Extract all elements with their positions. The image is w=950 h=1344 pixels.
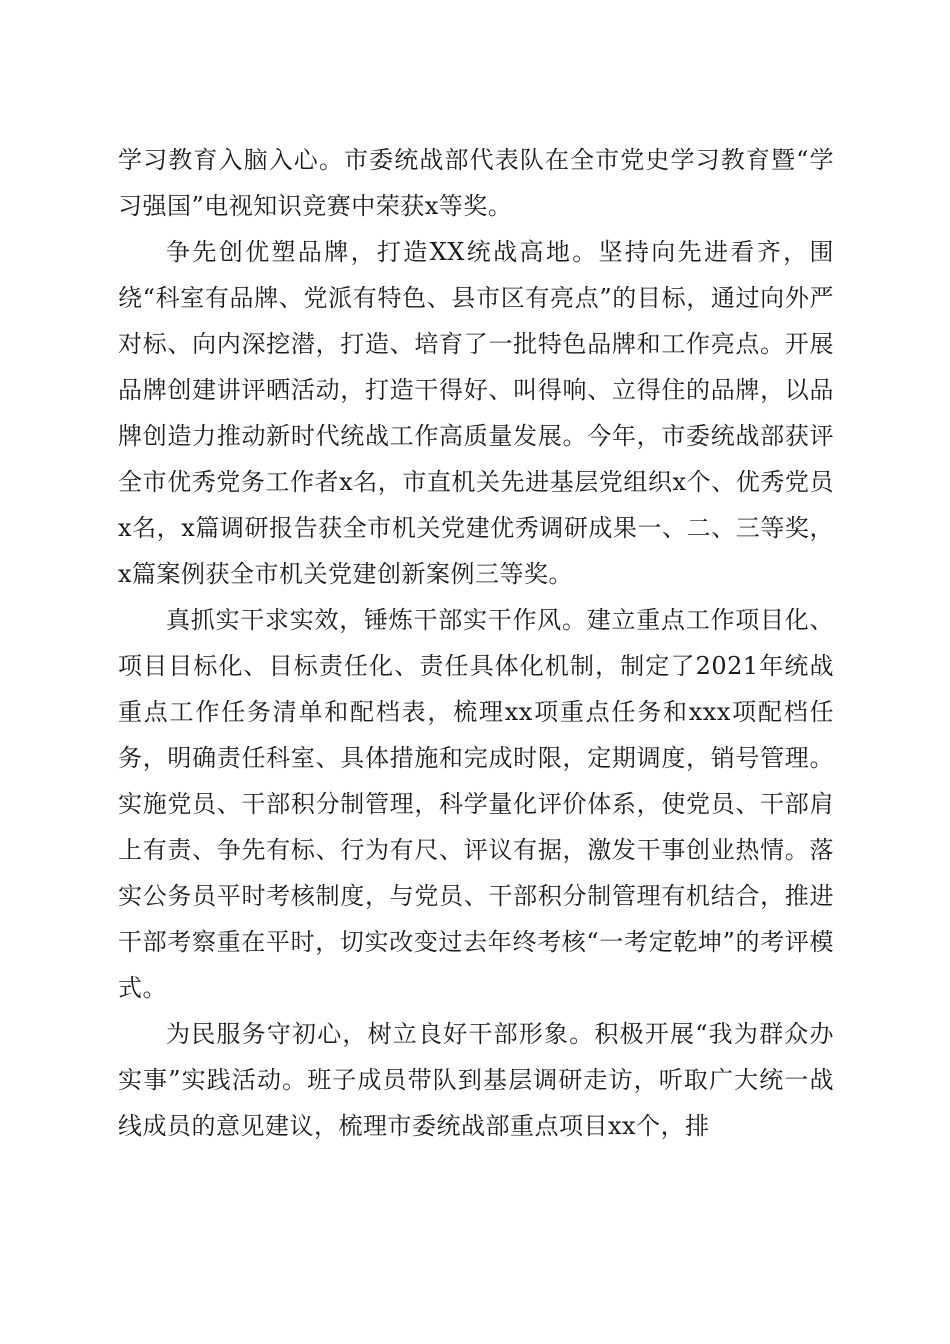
paragraph-continued: 学习教育入脑入心。市委统战部代表队在全市党史学习教育暨“学习强国”电视知识竞赛中荣获x等奖。: [118, 146, 834, 220]
paragraph-work-style: 真抓实干求实效，锤炼干部实干作风。建立重点工作项目化、项目目标化、目标责任化、责任具体化机制，制定了2021年统战重点工作任务清单和配档表，梳理xx项重点任务和xxx项配档任务，明确责任科室、具体措施和完成时限，定期调度，销号管理。实施党员、干部积分制管理，科学量化评价体系，使党员、干部肩上有责、争先有标、行为有尺、评议有据，激发干事创业热情。落实公务员平时考核制度，与党员、干部积分制管理有机结合，推进干部考察重在平时，切实改变过去年终考核“一考定乾坤”的考评模式。: [118, 606, 834, 1002]
paragraph-brand-building: 争先创优塑品牌，打造XX统战高地。坚持向先进看齐，围绕“科室有品牌、党派有特色、县市区有亮点”的目标，通过向外严对标、向内深挖潜，打造、培育了一批特色品牌和工作亮点。开展品牌创建讲评晒活动，打造干得好、叫得响、立得住的品牌，以品牌创造力推动新时代统战工作高质量发展。今年，市委统战部获评全市优秀党务工作者x名，市直机关先进基层党组织x个、优秀党员x名，x篇调研报告获全市机关党建优秀调研成果一、二、三等奖，x篇案例获全市机关党建创新案例三等奖。: [118, 238, 834, 588]
document-body: [118, 137, 834, 1149]
paragraph-serve-people: 为民服务守初心，树立良好干部形象。积极开展“我为群众办实事”实践活动。班子成员带队到基层调研走访，听取广大统一战线成员的意见建议，梳理市委统战部重点项目xx个，排: [118, 1020, 834, 1140]
